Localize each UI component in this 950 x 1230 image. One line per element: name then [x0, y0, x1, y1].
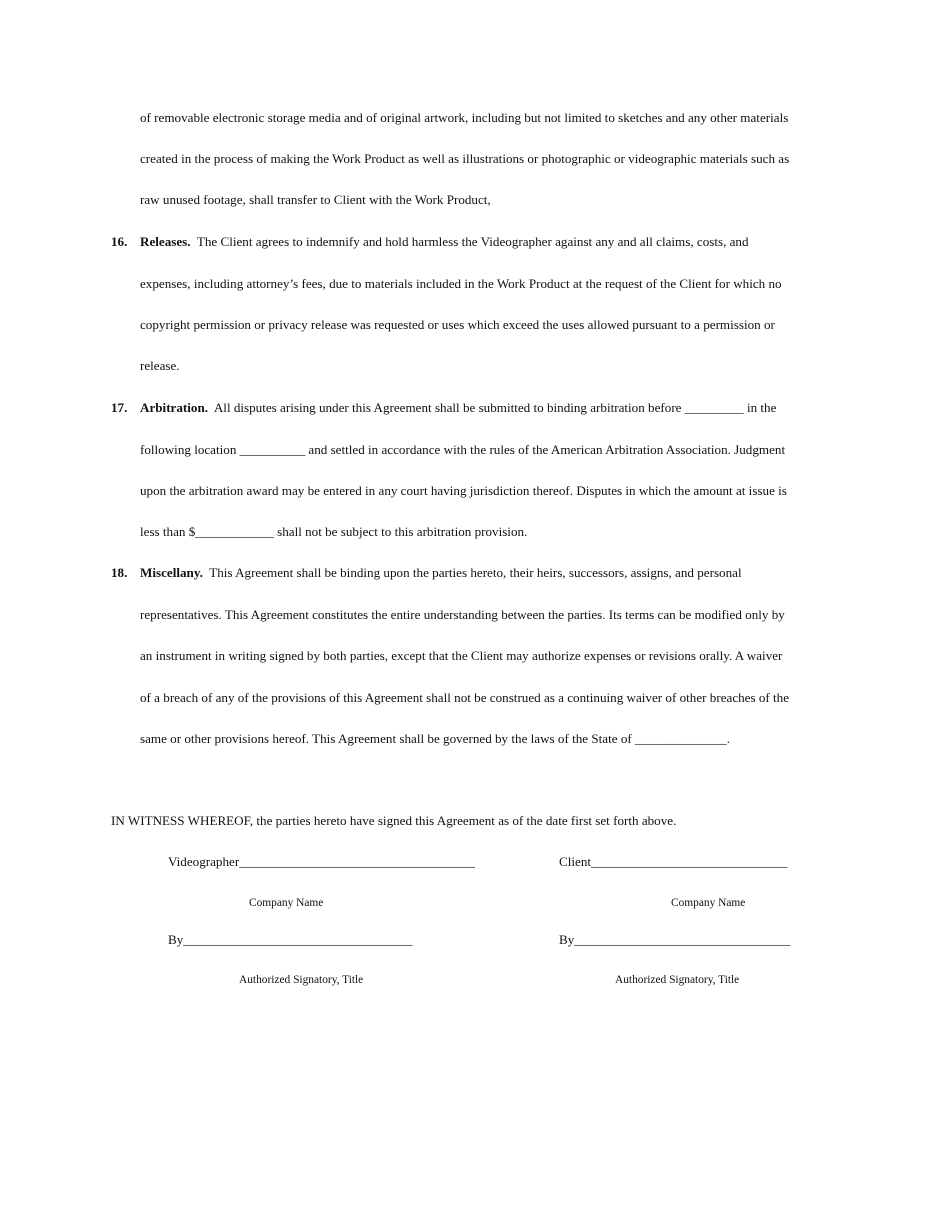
witness-clause: IN WITNESS WHEREOF, the parties hereto have signed this Agreement as of the date first set forth above.	[111, 813, 677, 828]
by-signature-line-left: By___________________________________	[168, 932, 413, 947]
section-17-first-line	[140, 400, 776, 416]
section-16-line-4: release.	[140, 358, 180, 373]
section-17-first-text: All disputes arising under this Agreement shall be submitted to binding arbitration before _________ in the	[213, 400, 777, 415]
section-17-heading: Arbitration.	[140, 400, 209, 415]
continuation-line-2: created in the process of making the Work Product as well as illustrations or photographic or videographic materials such as	[140, 151, 790, 166]
videographer-signature-line: Videographer____________________________________	[168, 854, 475, 869]
continuation-line-3: raw unused footage, shall transfer to Client with the Work Product,	[140, 192, 491, 207]
section-16-first-line	[140, 234, 749, 250]
signatory-label-left: Authorized Signatory, Title	[239, 974, 364, 986]
section-18-line-3: an instrument in writing signed by both parties, except that the Client may authorize expenses or revisions orally. A waiver	[140, 648, 783, 663]
client-signature-line: Client______________________________	[559, 854, 788, 869]
section-16-first-text: The Client agrees to indemnify and hold harmless the Videographer against any and all claims, costs, and	[196, 234, 749, 249]
section-18-number: 18.	[111, 565, 128, 580]
section-17-line-3: upon the arbitration award may be entered in any court having jurisdiction thereof. Disputes in which the amount at issue is	[140, 483, 787, 498]
section-18-heading: Miscellany.	[140, 565, 203, 580]
section-18-line-5: same or other provisions hereof. This Agreement shall be governed by the laws of the State of ______________.	[140, 731, 730, 746]
section-16-line-3: copyright permission or privacy release was requested or uses which exceed the uses allowed pursuant to a permission or	[140, 317, 775, 332]
company-name-label-right: Company Name	[671, 897, 746, 909]
continuation-line-1: of removable electronic storage media and of original artwork, including but not limited to sketches and any other materials	[140, 110, 789, 125]
section-18-line-2: representatives. This Agreement constitutes the entire understanding between the parties. Its terms can be modified only by	[140, 607, 785, 622]
section-17-line-4: less than $____________ shall not be subject to this arbitration provision.	[140, 524, 528, 539]
section-18-first-line	[140, 565, 742, 581]
section-16-number: 16.	[111, 234, 128, 249]
section-17-number: 17.	[111, 400, 128, 415]
section-18-line-4: of a breach of any of the provisions of this Agreement shall not be construed as a continuing waiver of other breaches of the	[140, 690, 790, 705]
section-16-heading: Releases.	[140, 234, 191, 249]
section-17-line-2: following location __________ and settled in accordance with the rules of the American Arbitration Association. Judgment	[140, 442, 786, 457]
signatory-label-right: Authorized Signatory, Title	[615, 974, 740, 986]
section-18-first-text: This Agreement shall be binding upon the parties hereto, their heirs, successors, assigns, and personal	[209, 565, 742, 580]
section-16-line-2: expenses, including attorney’s fees, due to materials included in the Work Product at the request of the Client for which no	[140, 276, 782, 291]
company-name-label-left: Company Name	[249, 897, 324, 909]
by-signature-line-right: By_________________________________	[559, 932, 791, 947]
